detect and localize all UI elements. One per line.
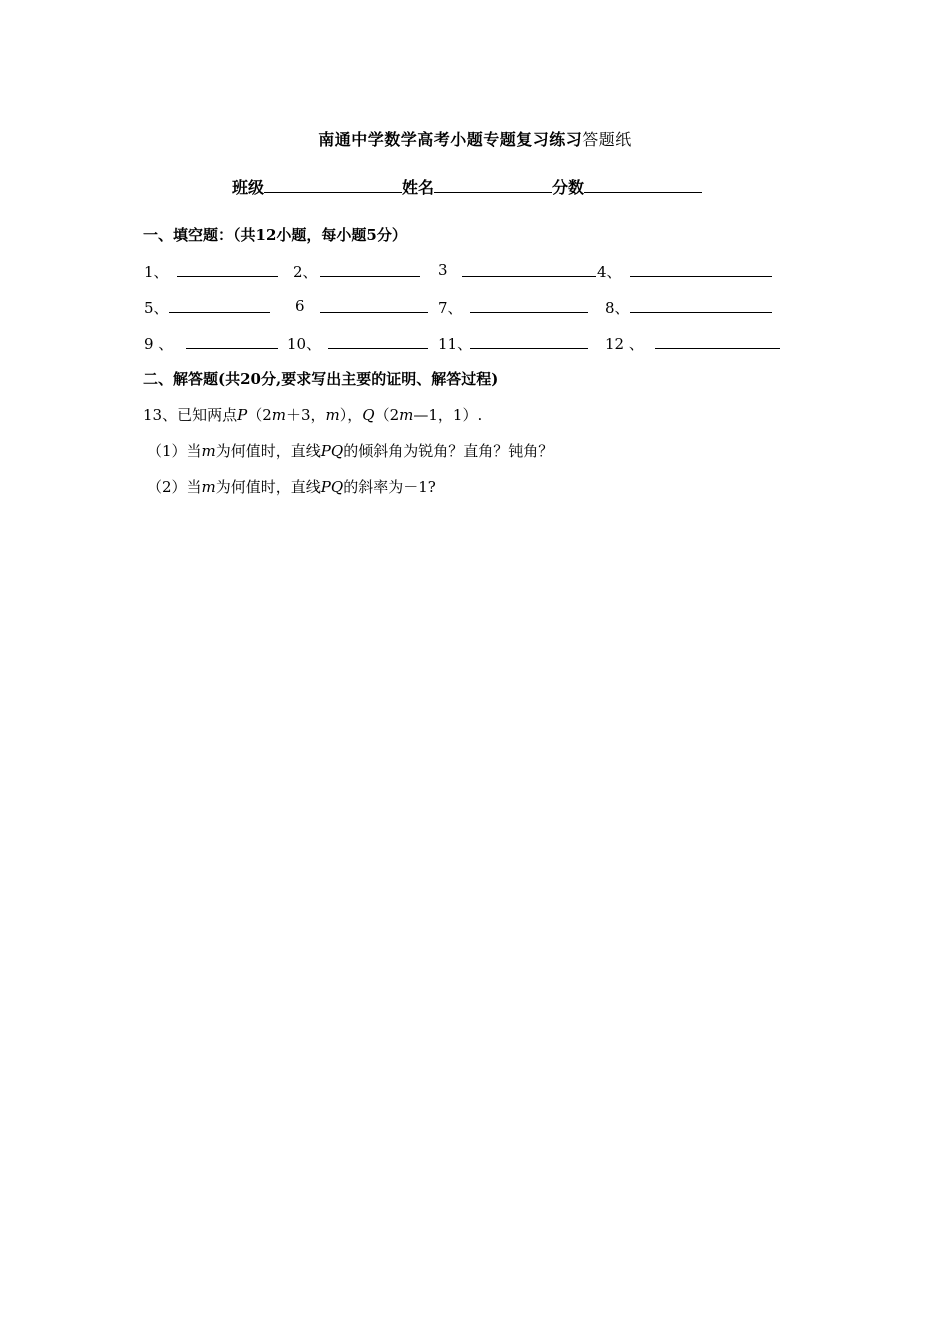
blank-label: 3 xyxy=(438,261,448,279)
student-info-line xyxy=(232,175,702,198)
answer-blank[interactable] xyxy=(470,312,588,313)
answer-blank[interactable] xyxy=(328,348,428,349)
page-title xyxy=(0,127,950,150)
class-label: 班级 xyxy=(232,178,265,197)
question-13-text: 13、已知两点P（2m＋3，m），Q（2m—1，1）. xyxy=(143,406,483,424)
section-solution-heading: 二、解答题(共20分,要求写出主要的证明、解答过程) xyxy=(143,370,499,388)
blank-label: 1、 xyxy=(144,263,169,281)
answer-blank[interactable] xyxy=(320,276,420,277)
answer-row xyxy=(0,333,950,353)
answer-blank[interactable] xyxy=(655,348,780,349)
blank-label: 5、 xyxy=(144,299,169,317)
class-field[interactable] xyxy=(264,178,402,193)
title-main: 南通中学数学高考小题专题复习练习 xyxy=(318,130,583,149)
name-label: 姓名 xyxy=(402,178,435,197)
title-suffix: 答题纸 xyxy=(582,130,632,149)
score-label: 分数 xyxy=(552,178,585,197)
blank-label: 7、 xyxy=(438,299,463,317)
blank-label: 6 xyxy=(295,297,305,315)
answer-blank[interactable] xyxy=(630,276,772,277)
answer-blank[interactable] xyxy=(169,312,270,313)
name-field[interactable] xyxy=(434,178,552,193)
question-13-part-1: （1）当m为何值时，直线PQ的倾斜角为锐角？直角？钝角？ xyxy=(147,442,554,460)
answer-blank[interactable] xyxy=(462,276,596,277)
blank-label: 8、 xyxy=(605,299,630,317)
answer-blank[interactable] xyxy=(177,276,278,277)
section-fill-in-heading: 一、填空题：（共12小题，每小题5分） xyxy=(143,226,407,244)
blank-label: 9 、 xyxy=(144,335,174,353)
answer-blank[interactable] xyxy=(470,348,588,349)
blank-label: 2、 xyxy=(293,263,318,281)
answer-blank[interactable] xyxy=(320,312,428,313)
question-13-part-2: （2）当m为何值时，直线PQ的斜率为－1? xyxy=(147,478,436,496)
answer-row xyxy=(0,261,950,281)
answer-blank[interactable] xyxy=(630,312,772,313)
blank-label: 11、 xyxy=(438,335,473,353)
blank-label: 10、 xyxy=(287,335,322,353)
blank-label: 4、 xyxy=(597,263,622,281)
answer-row xyxy=(0,297,950,317)
score-field[interactable] xyxy=(584,178,702,193)
answer-blank[interactable] xyxy=(186,348,278,349)
blank-label: 12 、 xyxy=(605,335,644,353)
